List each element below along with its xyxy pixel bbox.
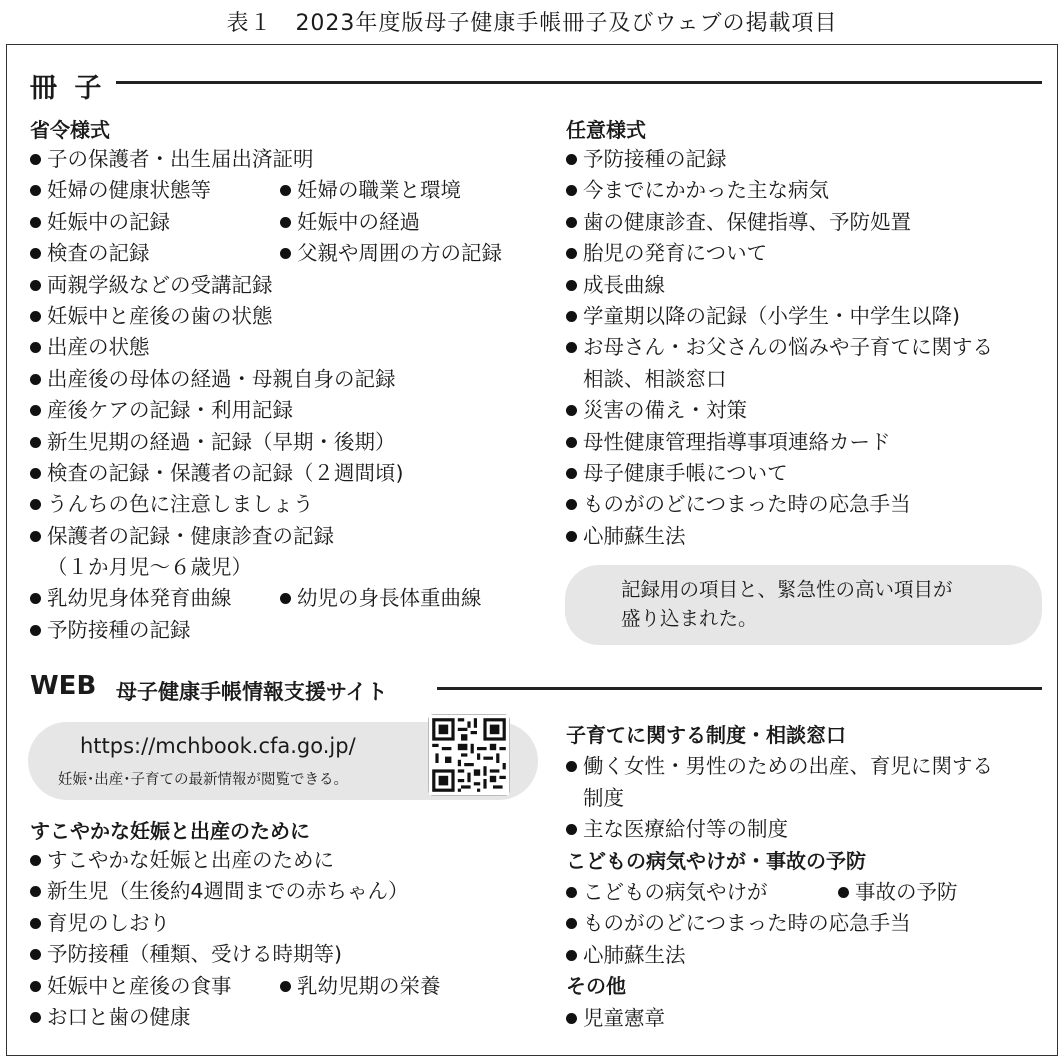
booklet-left-subheading: 省令様式 — [30, 118, 110, 142]
list-item-label: ものがのどにつまった時の応急手当 — [583, 911, 911, 936]
list-item — [566, 783, 1046, 814]
list-item — [566, 144, 1046, 175]
bullet-icon — [30, 437, 41, 448]
bullet-icon — [280, 185, 291, 196]
list-item — [30, 489, 550, 520]
list-item — [566, 489, 1046, 520]
list-item-second — [280, 238, 502, 269]
bullet-icon — [566, 437, 577, 448]
list-item-label: お母さん・お父さんの悩みや子育てに関する — [583, 335, 993, 360]
list-item-label: 主な医療給付等の制度 — [583, 817, 788, 842]
list-item-label: 父親や周囲の方の記録 — [297, 241, 502, 266]
list-item — [566, 521, 1046, 552]
web-right-subheading: 子育てに関する制度・相談窓口 — [566, 723, 846, 747]
list-item-label: 学童期以降の記録（小学生・中学生以降) — [583, 303, 960, 328]
booklet-right-list — [566, 144, 1046, 552]
list-item-label: 予防接種の記録 — [47, 617, 191, 642]
bullet-icon — [30, 1012, 41, 1023]
list-item-label: 検査の記録・保護者の記録（２週間頃) — [47, 460, 404, 485]
list-item-label: 児童憲章 — [583, 1005, 665, 1030]
web-right-column — [566, 720, 1046, 1034]
qr-code-icon[interactable] — [428, 714, 510, 796]
bullet-icon — [30, 405, 41, 416]
web-left-subheading: すこやかな妊娠と出産のために — [30, 819, 310, 843]
bullet-icon — [30, 342, 41, 353]
list-item — [566, 395, 1046, 426]
list-item-label: 事故の予防 — [855, 879, 958, 904]
bullet-icon — [280, 593, 291, 604]
bullet-icon — [566, 185, 577, 196]
list-item-label: 心肺蘇生法 — [583, 942, 686, 967]
list-item — [30, 908, 550, 939]
list-item-label: うんちの色に注意しましょう — [47, 492, 314, 517]
list-item — [30, 939, 550, 970]
list-item-second — [280, 971, 441, 1002]
bullet-icon — [838, 887, 849, 898]
bullet-icon — [566, 824, 577, 835]
bullet-icon — [280, 248, 291, 259]
booklet-note-line1: 記録用の項目と、緊急性の高い項目が — [621, 578, 953, 601]
list-item — [566, 238, 1046, 269]
list-item-label: 今までにかかった主な病気 — [583, 178, 829, 203]
list-item — [566, 427, 1046, 458]
list-item-label: 相談、相談窓口 — [583, 366, 727, 391]
list-item-label: 乳幼児期の栄養 — [297, 973, 441, 998]
bullet-icon — [30, 855, 41, 866]
list-item — [566, 751, 1046, 782]
web-right-list — [566, 877, 1046, 971]
list-item — [566, 1003, 1046, 1034]
list-item — [30, 583, 550, 614]
list-item-label: （１か月児～６歳児） — [47, 555, 252, 580]
bullet-icon — [566, 280, 577, 291]
bullet-icon — [30, 531, 41, 542]
bullet-icon — [30, 374, 41, 385]
list-item-label: 制度 — [583, 785, 624, 810]
bullet-icon — [30, 248, 41, 259]
list-item — [566, 908, 1046, 939]
bullet-icon — [30, 280, 41, 291]
list-item-label: 新生児期の経過・記録（早期・後期） — [47, 429, 396, 454]
list-item — [566, 940, 1046, 971]
bullet-icon — [30, 593, 41, 604]
list-item — [566, 364, 1046, 395]
list-item-label: ものがのどにつまった時の応急手当 — [583, 492, 911, 517]
list-item-label: 予防接種の記録 — [583, 147, 727, 171]
list-item-label: 幼児の身長体重曲線 — [297, 586, 482, 611]
bullet-icon — [30, 311, 41, 322]
web-right-subheading: こどもの病気やけが・事故の予防 — [566, 848, 866, 873]
booklet-note-line2: 盛り込まれた。 — [621, 607, 758, 630]
list-item — [30, 1002, 550, 1033]
bullet-icon — [30, 918, 41, 929]
bullet-icon — [566, 468, 577, 479]
list-item-label: 歯の健康診査、保健指導、予防処置 — [583, 209, 911, 234]
list-item-second — [838, 877, 958, 908]
list-item — [30, 332, 550, 363]
list-item — [566, 332, 1046, 363]
list-item — [30, 238, 550, 269]
list-item — [30, 144, 550, 175]
list-item — [566, 301, 1046, 332]
list-item-label: こどもの病気やけが — [583, 879, 768, 904]
web-left-list — [30, 845, 550, 1033]
bullet-icon — [30, 217, 41, 228]
list-item-label: 子の保護者・出生届出済証明 — [47, 147, 314, 171]
list-item-label: 妊娠中の経過 — [297, 209, 420, 234]
list-item-label: 妊娠中と産後の食事 — [47, 973, 232, 998]
bullet-icon — [566, 342, 577, 353]
list-item — [566, 207, 1046, 238]
list-item-label: 保護者の記録・健康診査の記録 — [47, 523, 334, 548]
bullet-icon — [30, 625, 41, 636]
bullet-icon — [30, 981, 41, 992]
web-right-list — [566, 751, 1046, 845]
list-item-label: 成長曲線 — [583, 272, 665, 297]
bullet-icon — [566, 1013, 577, 1024]
list-item-label: 働く女性・男性のための出産、育児に関する — [583, 754, 993, 779]
bullet-icon — [566, 248, 577, 259]
list-item-label: 両親学級などの受講記録 — [47, 272, 273, 297]
list-item-label: 心肺蘇生法 — [583, 523, 686, 548]
list-item — [30, 301, 550, 332]
site-url[interactable]: https://mchbook.cfa.go.jp/ — [80, 734, 356, 758]
bullet-icon — [30, 185, 41, 196]
bullet-icon — [566, 154, 577, 165]
list-item — [30, 458, 550, 489]
list-item-second — [280, 583, 482, 614]
web-right-subheading: その他 — [566, 974, 626, 999]
bullet-icon — [280, 981, 291, 992]
list-item-label: 乳幼児身体発育曲線 — [47, 586, 232, 611]
site-url-caption: 妊娠･出産･子育ての最新情報が閲覧できる。 — [58, 772, 348, 788]
bullet-icon — [566, 405, 577, 416]
bullet-icon — [30, 949, 41, 960]
bullet-icon — [566, 887, 577, 898]
list-item-label: 妊娠中と産後の歯の状態 — [47, 303, 273, 328]
list-item-label: 母子健康手帳について — [583, 460, 788, 485]
list-item-label: 胎児の発育について — [583, 241, 768, 266]
list-item — [30, 971, 550, 1002]
list-item-label: 出産後の母体の経過・母親自身の記録 — [47, 366, 396, 391]
list-item-label: 妊娠中の記録 — [47, 209, 170, 234]
list-item-label: 妊婦の職業と環境 — [297, 178, 461, 203]
list-item — [566, 877, 1046, 908]
bullet-icon — [280, 217, 291, 228]
list-item — [30, 876, 550, 907]
booklet-right-subheading: 任意様式 — [566, 118, 646, 142]
web-right-list — [566, 1003, 1046, 1034]
bullet-icon — [566, 950, 577, 961]
list-item-label: 母性健康管理指導事項連絡カード — [583, 429, 891, 454]
list-item-label: お口と歯の健康 — [47, 1004, 191, 1029]
list-item-label: 産後ケアの記録・利用記録 — [47, 398, 293, 423]
booklet-heading-rule — [116, 81, 1042, 84]
bullet-icon — [566, 531, 577, 542]
list-item — [566, 175, 1046, 206]
list-item — [30, 207, 550, 238]
list-item-label: 新生児（生後約4週間までの赤ちゃん） — [47, 879, 409, 904]
list-item — [566, 458, 1046, 489]
list-item — [30, 615, 550, 646]
list-item-label: 予防接種（種類、受ける時期等) — [47, 942, 342, 967]
list-item-label: 妊婦の健康状態等 — [47, 178, 211, 203]
list-item-label: すこやかな妊娠と出産のために — [47, 848, 334, 872]
list-item — [30, 521, 550, 552]
bullet-icon — [30, 468, 41, 479]
list-item — [30, 270, 550, 301]
booklet-heading: 冊 子 — [30, 73, 106, 104]
list-item — [30, 175, 550, 206]
list-item — [30, 552, 550, 583]
list-item-second — [280, 175, 461, 206]
list-item-label: 育児のしおり — [47, 910, 170, 935]
bullet-icon — [566, 217, 577, 228]
bullet-icon — [566, 311, 577, 322]
web-heading-subtitle: 母子健康手帳情報支援サイト — [116, 680, 388, 704]
list-item-label: 検査の記録 — [47, 241, 150, 266]
table-title: 表１ 2023年度版母子健康手帳冊子及びウェブの掲載項目 — [226, 11, 838, 36]
list-item — [30, 395, 550, 426]
bullet-icon — [30, 886, 41, 897]
bullet-icon — [30, 154, 41, 165]
list-item — [30, 427, 550, 458]
list-item-second — [280, 207, 420, 238]
bullet-icon — [566, 761, 577, 772]
list-item — [566, 814, 1046, 845]
list-item — [30, 364, 550, 395]
bullet-icon — [566, 918, 577, 929]
list-item-label: 災害の備え・対策 — [583, 398, 747, 423]
bullet-icon — [30, 499, 41, 510]
list-item — [566, 270, 1046, 301]
list-item — [30, 845, 550, 876]
booklet-left-list — [30, 144, 550, 646]
web-heading: WEB — [30, 671, 97, 701]
list-item-label: 出産の状態 — [47, 335, 150, 360]
bullet-icon — [566, 499, 577, 510]
booklet-note-box — [565, 565, 1042, 645]
web-heading-rule — [437, 687, 1042, 690]
